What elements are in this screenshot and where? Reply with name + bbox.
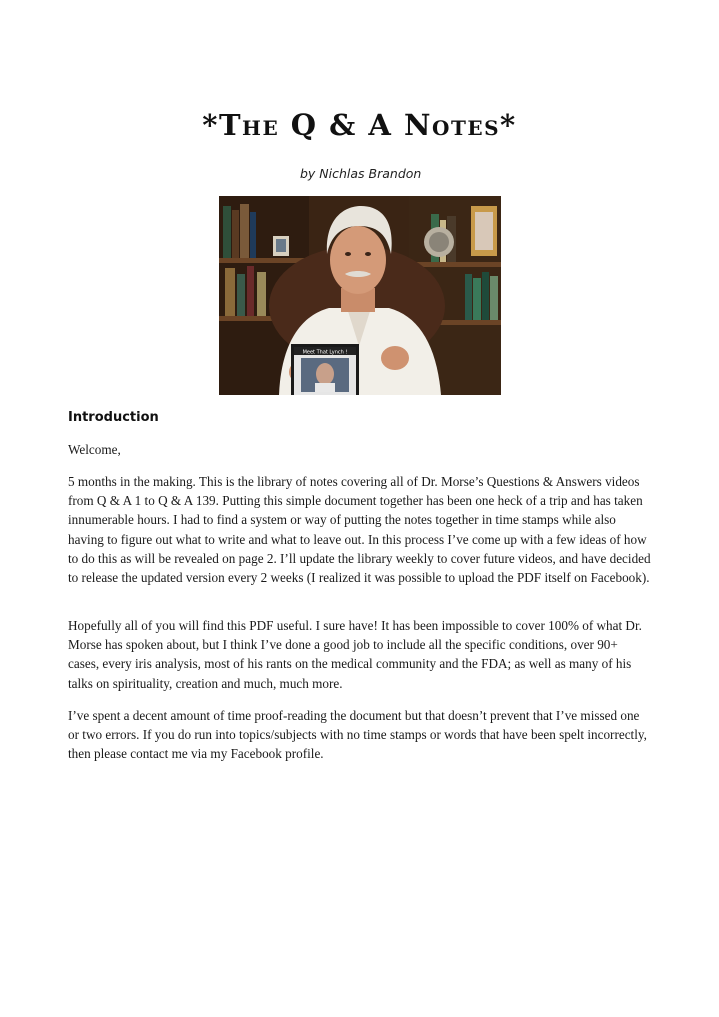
greeting: Welcome, [68,442,121,457]
author-photo [219,196,501,395]
author-byline: by Nichlas Brandon [300,166,422,181]
section-heading: Introduction [68,410,159,425]
dvd-cover-caption: Meet That Lynch ! [302,349,348,356]
paragraph-1: 5 months in the making. This is the library of notes covering all of Dr. Morse’s Questions & Answers videos from Q & A 1 to Q & A 139. Putting this simple document together has been one heck of a trip and has taken innumerable hours. I had to find a system or way of putting the notes together in time stamps while also having to figure out what to write and what to leave out. In this process I’ve come up with a few ideas of how to do this as will be revealed on page 2. I’ll update the library weekly to cover future videos, and have decided to release the updated version every 2 weeks (I realized it was possible to upload the PDF itself on Facebook). [68,474,651,586]
paragraph-2: Hopefully all of you will find this PDF useful. I sure have! It has been impossible to cover 100% of what Dr. Morse has spoken about, but I think I’ve done a good job to include all the specific conditions, over 90+ cases, every iris analysis, most of his rants on the medical community and the FDA; as well as many of his talks on spirituality, creation and much, much more. [68,618,642,691]
document-title: *The Q & A Notes* [202,108,517,142]
paragraph-3: I’ve spent a decent amount of time proof-reading the document but that doesn’t prevent that I’ve missed one or two errors. If you do run into topics/subjects with no time stamps or words that have been spelt incorrectly, then please contact me via my Facebook profile. [68,708,647,762]
